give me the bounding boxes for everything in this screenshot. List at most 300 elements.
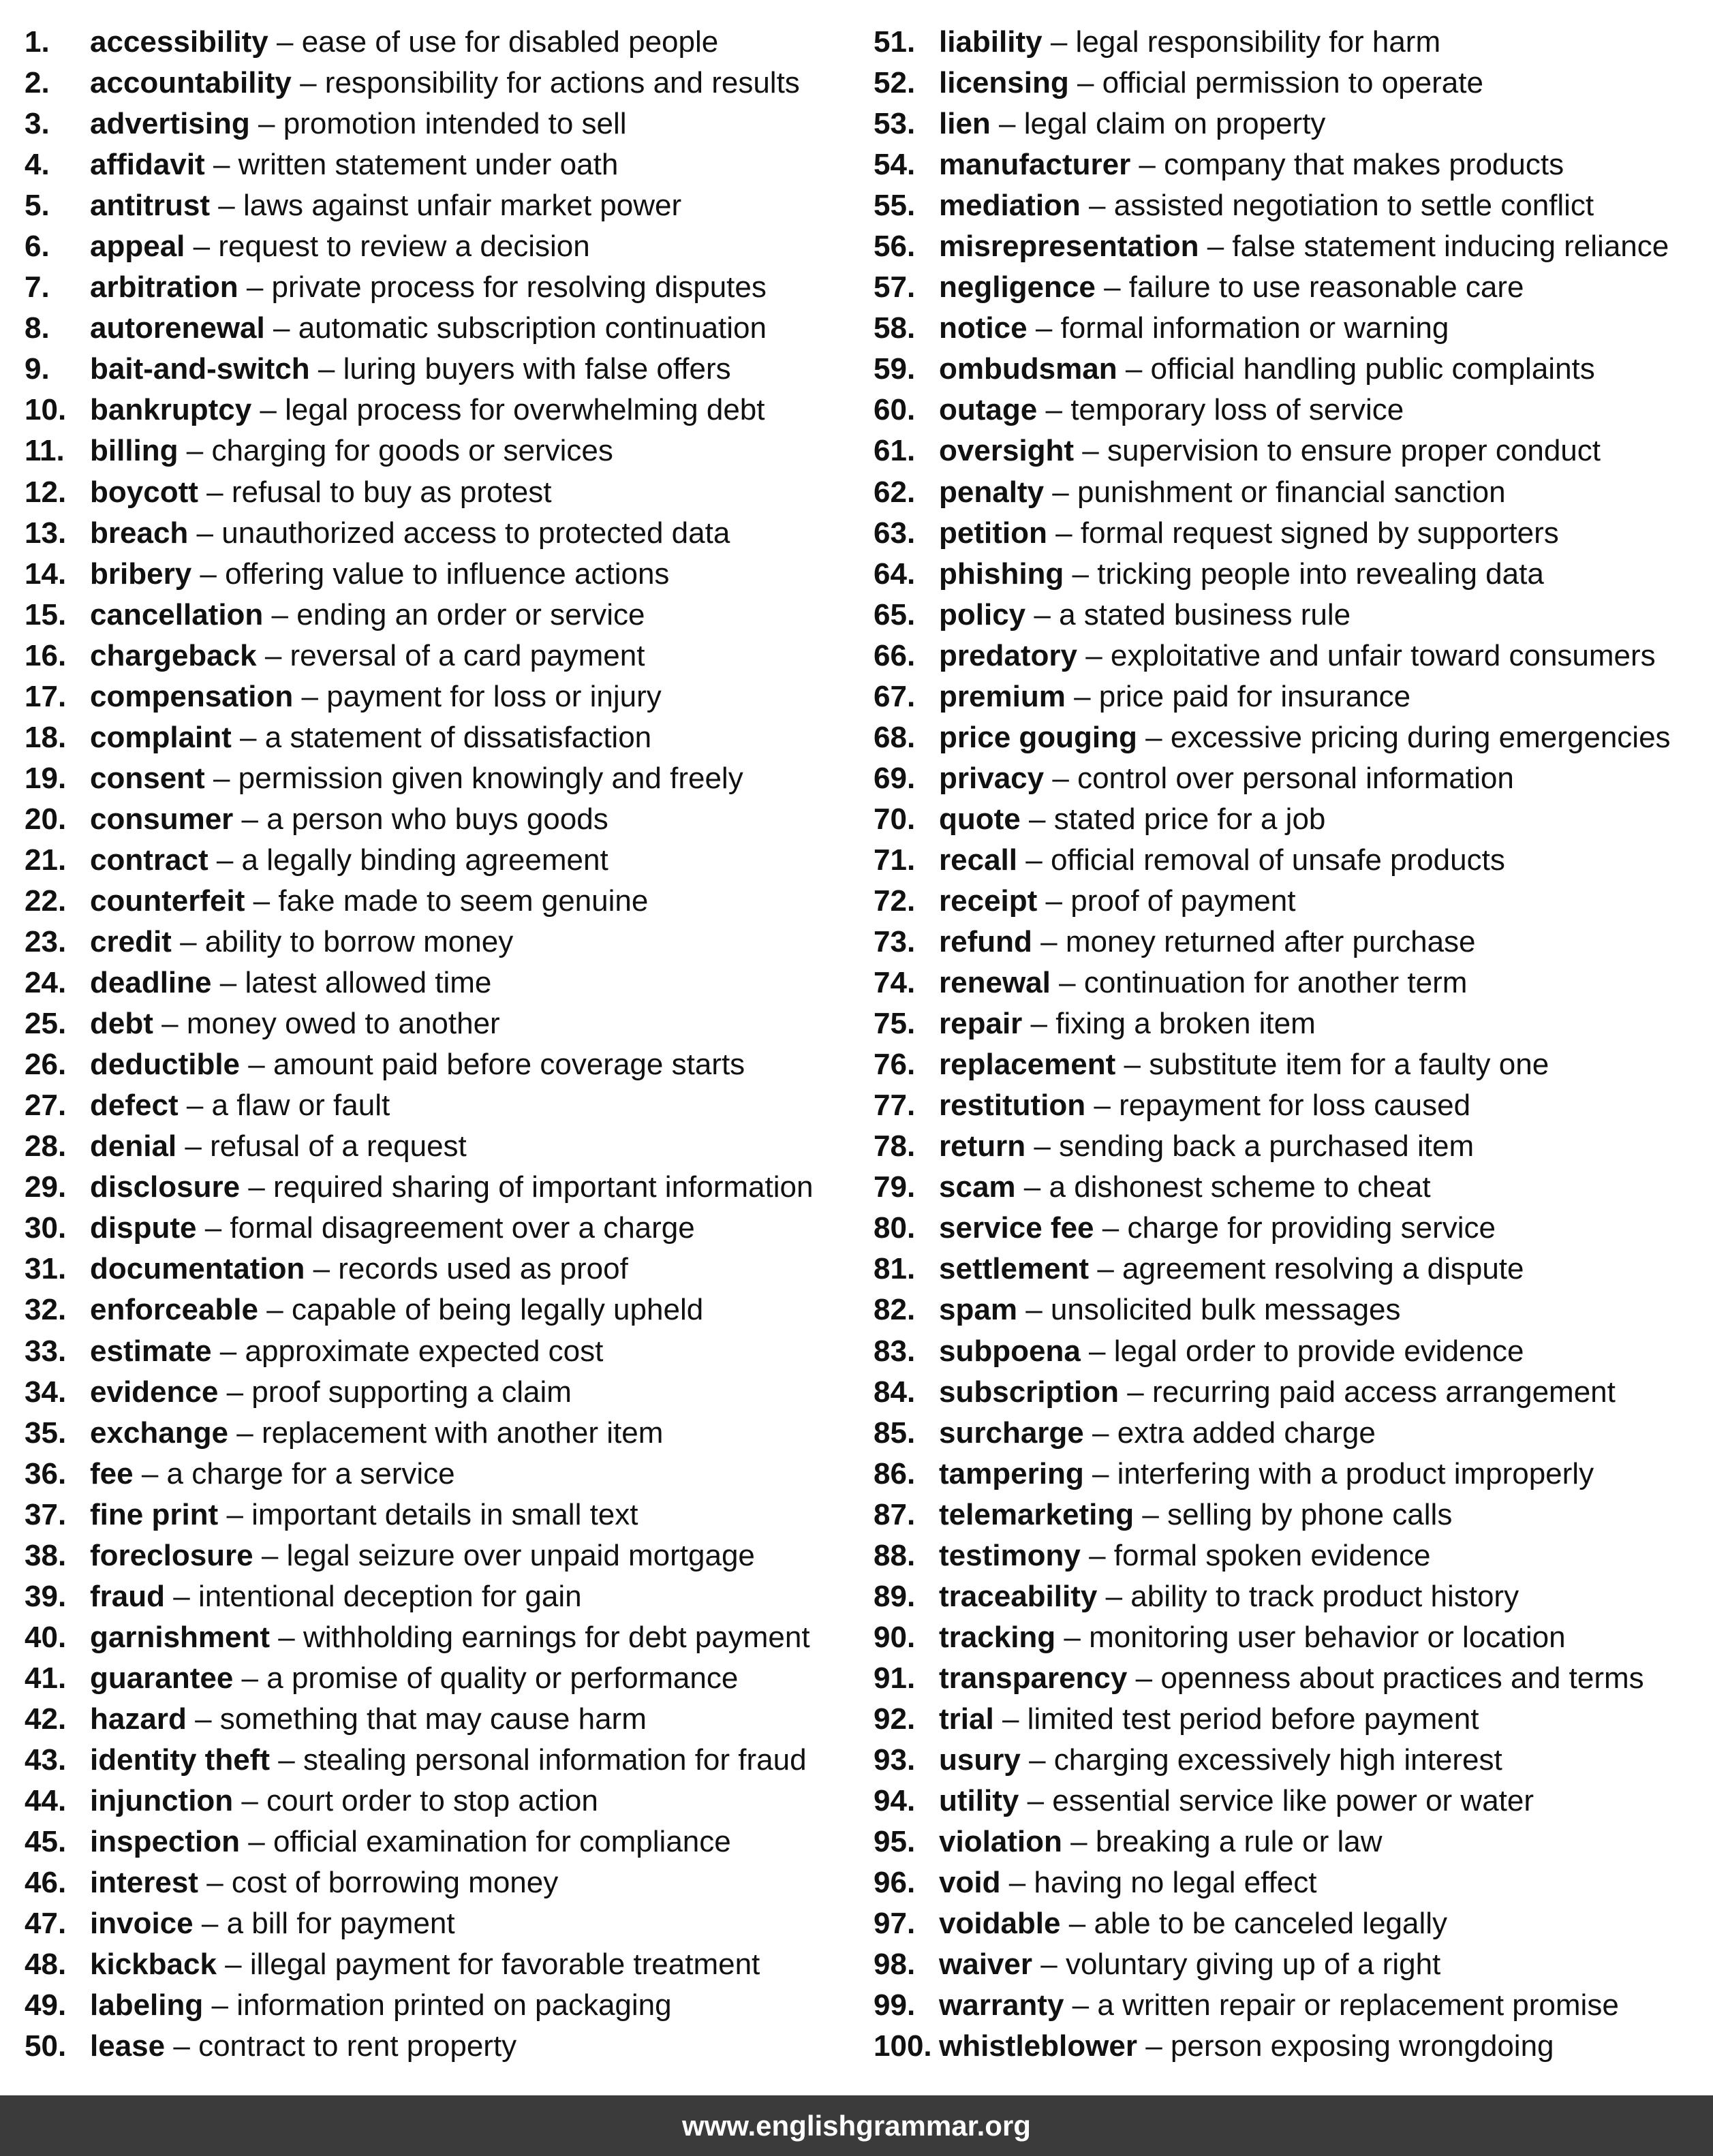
vocabulary-entry	[25, 1702, 813, 1743]
entry-number: 79.	[874, 1170, 916, 1204]
entry-separator: –	[1008, 1866, 1026, 1900]
entry-text	[939, 1006, 1316, 1042]
entry-text	[939, 516, 1559, 551]
entry-number: 71.	[874, 843, 916, 877]
entry-term: inspection	[90, 1825, 241, 1859]
entry-definition: stated price for a job	[1053, 802, 1326, 836]
entry-number: 60.	[874, 393, 916, 427]
entry-term: autorenewal	[90, 311, 265, 345]
entry-number: 26.	[25, 1048, 67, 1082]
entry-text	[90, 311, 767, 346]
vocabulary-entry	[874, 1497, 1671, 1538]
entry-definition: legal seizure over unpaid mortgage	[286, 1538, 755, 1572]
entry-term: privacy	[939, 761, 1045, 795]
entry-definition: required sharing of important information	[273, 1170, 814, 1204]
vocabulary-entry	[25, 106, 813, 147]
entry-text	[90, 965, 491, 1001]
vocabulary-entry	[874, 1251, 1671, 1292]
entry-definition: continuation for another term	[1083, 966, 1468, 1000]
entry-definition: ability to track product history	[1130, 1579, 1519, 1613]
entry-definition: charging excessively high interest	[1053, 1743, 1502, 1777]
entry-separator: –	[216, 843, 234, 877]
entry-text	[939, 1497, 1452, 1533]
entry-term: consumer	[90, 802, 234, 836]
entry-term: denial	[90, 1129, 177, 1163]
entry-number: 36.	[25, 1456, 67, 1490]
entry-text	[939, 1661, 1644, 1696]
entry-definition: request to review a decision	[218, 230, 590, 264]
entry-definition: proof of payment	[1070, 884, 1296, 918]
entry-separator: –	[213, 148, 230, 182]
entry-separator: –	[173, 2029, 190, 2063]
entry-separator: –	[186, 1089, 204, 1123]
entry-separator: –	[219, 1334, 237, 1368]
entry-separator: –	[1052, 475, 1069, 509]
vocabulary-entry	[25, 1538, 813, 1579]
entry-number: 95.	[874, 1825, 916, 1859]
vocabulary-entry	[874, 147, 1671, 188]
entry-text	[90, 761, 743, 796]
vocabulary-entry	[874, 1865, 1671, 1906]
entry-text	[939, 720, 1671, 755]
entry-number: 98.	[874, 1948, 916, 1982]
entry-term: replacement	[939, 1048, 1116, 1082]
entry-number: 51.	[874, 25, 916, 59]
entry-text	[939, 924, 1476, 960]
vocabulary-entry	[874, 1088, 1671, 1129]
entry-separator: –	[1077, 66, 1094, 100]
entry-definition: formal spoken evidence	[1113, 1538, 1431, 1572]
entry-text	[90, 106, 627, 142]
entry-term: advertising	[90, 107, 250, 141]
entry-definition: formal disagreement over a charge	[230, 1211, 695, 1245]
entry-term: deductible	[90, 1048, 241, 1082]
entry-text	[90, 1292, 703, 1328]
vocabulary-entry	[874, 1661, 1671, 1702]
entry-text	[939, 1088, 1470, 1123]
entry-definition: able to be canceled legally	[1094, 1907, 1448, 1941]
entry-text	[90, 516, 730, 551]
entry-definition: charge for providing service	[1127, 1211, 1496, 1245]
entry-separator: –	[196, 516, 214, 550]
vocabulary-entry	[25, 147, 813, 188]
entry-text	[90, 1251, 628, 1287]
entry-number: 3.	[25, 107, 50, 141]
entry-separator: –	[1029, 1743, 1046, 1777]
entry-definition: latest allowed time	[245, 966, 492, 1000]
entry-term: chargeback	[90, 638, 257, 672]
entry-number: 8.	[25, 311, 50, 345]
entry-text	[90, 802, 608, 837]
entry-text	[90, 1579, 582, 1614]
entry-text	[939, 270, 1524, 305]
entry-definition: unauthorized access to protected data	[221, 516, 730, 550]
entry-number: 28.	[25, 1129, 67, 1163]
vocabulary-entry	[874, 106, 1671, 147]
vocabulary-entry	[25, 1292, 813, 1333]
entry-term: subpoena	[939, 1334, 1081, 1368]
entry-separator: –	[1104, 270, 1121, 304]
vocabulary-entry	[25, 392, 813, 433]
entry-number: 62.	[874, 475, 916, 509]
entry-definition: payment for loss or injury	[326, 679, 662, 713]
vocabulary-entry	[874, 25, 1671, 65]
entry-definition: a legally binding agreement	[241, 843, 608, 877]
vocabulary-entry	[25, 1579, 813, 1620]
entry-definition: luring buyers with false offers	[343, 352, 731, 386]
entry-separator: –	[219, 966, 237, 1000]
entry-term: scam	[939, 1170, 1016, 1204]
vocabulary-entry	[874, 516, 1671, 557]
entry-text	[90, 1375, 572, 1410]
entry-separator: –	[1139, 148, 1156, 182]
entry-term: cancellation	[90, 597, 264, 631]
entry-separator: –	[278, 1620, 295, 1654]
entry-term: petition	[939, 516, 1047, 550]
entry-definition: official handling public complaints	[1150, 352, 1595, 386]
entry-definition: proof supporting a claim	[251, 1375, 572, 1409]
entry-term: fine print	[90, 1497, 219, 1531]
vocabulary-entry	[25, 1824, 813, 1865]
entry-term: counterfeit	[90, 884, 245, 918]
entry-text	[939, 1824, 1383, 1860]
entry-number: 33.	[25, 1334, 67, 1368]
vocabulary-entry	[25, 1210, 813, 1251]
entry-definition: records used as proof	[338, 1252, 628, 1286]
entry-term: recall	[939, 843, 1017, 877]
entry-separator: –	[1025, 1293, 1043, 1327]
entry-separator: –	[1023, 1170, 1041, 1204]
entry-definition: selling by phone calls	[1167, 1497, 1453, 1531]
entry-separator: –	[278, 1743, 295, 1777]
entry-separator: –	[1127, 1375, 1144, 1409]
entry-number: 47.	[25, 1907, 67, 1941]
entry-separator: –	[206, 475, 223, 509]
entry-definition: approximate expected cost	[245, 1334, 604, 1368]
entry-number: 46.	[25, 1866, 67, 1900]
entry-definition: legal order to provide evidence	[1113, 1334, 1524, 1368]
entry-separator: –	[241, 802, 259, 836]
entry-separator: –	[1092, 1416, 1109, 1450]
entry-text	[939, 638, 1656, 674]
entry-term: hazard	[90, 1702, 187, 1736]
vocabulary-entry	[25, 1251, 813, 1292]
entry-text	[939, 1334, 1524, 1369]
entry-term: quote	[939, 802, 1021, 836]
footer-website-link[interactable]: www.englishgrammar.org	[682, 2109, 1031, 2142]
entry-definition: openness about practices and terms	[1160, 1661, 1644, 1695]
vocabulary-entry	[874, 1210, 1671, 1251]
entry-separator: –	[264, 638, 282, 672]
vocabulary-entry	[874, 1047, 1671, 1088]
vocabulary-entry	[874, 1538, 1671, 1579]
entry-number: 56.	[874, 230, 916, 264]
entry-text	[90, 25, 718, 60]
vocabulary-entry	[25, 1456, 813, 1497]
entry-term: service fee	[939, 1211, 1094, 1245]
entry-definition: automatic subscription continuation	[298, 311, 767, 345]
vocabulary-entry	[874, 597, 1671, 638]
entry-separator: –	[253, 884, 271, 918]
entry-number: 43.	[25, 1743, 67, 1777]
entry-number: 20.	[25, 802, 67, 836]
vocabulary-entry	[874, 802, 1671, 843]
entry-definition: official examination for compliance	[273, 1825, 731, 1859]
entry-definition: responsibility for actions and results	[324, 66, 800, 100]
entry-number: 63.	[874, 516, 916, 550]
entry-number: 80.	[874, 1211, 916, 1245]
vocabulary-entry	[874, 638, 1671, 679]
entry-term: deadline	[90, 966, 212, 1000]
entry-separator: –	[313, 1252, 330, 1286]
entry-definition: amount paid before coverage starts	[273, 1048, 745, 1082]
vocabulary-entry	[25, 843, 813, 884]
entry-separator: –	[211, 1988, 228, 2022]
entry-definition: extra added charge	[1117, 1416, 1376, 1450]
entry-separator: –	[1135, 1661, 1153, 1695]
entry-definition: assisted negotiation to settle conflict	[1113, 189, 1594, 223]
entry-definition: ease of use for disabled people	[301, 25, 719, 59]
entry-text	[939, 557, 1544, 592]
vocabulary-entry	[25, 597, 813, 638]
entry-number: 93.	[874, 1743, 916, 1777]
entry-definition: written statement under oath	[238, 148, 619, 182]
vocabulary-entry	[874, 1375, 1671, 1416]
entry-text	[939, 1416, 1376, 1451]
entry-separator: –	[318, 352, 335, 386]
entry-definition: false statement inducing reliance	[1232, 230, 1669, 264]
entry-term: licensing	[939, 66, 1069, 100]
vocabulary-entry	[874, 1988, 1671, 2029]
vocabulary-entry	[25, 1088, 813, 1129]
entry-term: telemarketing	[939, 1497, 1135, 1531]
entry-definition: substitute item for a faulty one	[1149, 1048, 1549, 1082]
entry-term: contract	[90, 843, 209, 877]
entry-text	[90, 597, 645, 633]
entry-term: void	[939, 1866, 1001, 1900]
entry-term: kickback	[90, 1948, 217, 1982]
vocabulary-entry	[25, 1375, 813, 1416]
entry-definition: official permission to operate	[1102, 66, 1483, 100]
entry-text	[939, 1865, 1316, 1901]
entry-separator: –	[260, 393, 277, 427]
entry-term: guarantee	[90, 1661, 234, 1695]
entry-definition: a promise of quality or performance	[266, 1661, 739, 1695]
entry-definition: refusal of a request	[210, 1129, 467, 1163]
entry-separator: –	[1089, 1538, 1106, 1572]
entry-separator: –	[1089, 189, 1106, 223]
entry-term: surcharge	[939, 1416, 1084, 1450]
entry-definition: a dishonest scheme to cheat	[1049, 1170, 1431, 1204]
entry-text	[939, 802, 1325, 837]
entry-definition: laws against unfair market power	[243, 189, 682, 223]
entry-text	[90, 351, 731, 387]
entry-text	[939, 1906, 1447, 1941]
entry-term: utility	[939, 1784, 1019, 1818]
entry-term: appeal	[90, 230, 185, 264]
entry-text	[90, 270, 767, 305]
vocabulary-entry	[874, 1292, 1671, 1333]
vocabulary-entry	[874, 65, 1671, 106]
vocabulary-entry	[25, 924, 813, 965]
entry-term: subscription	[939, 1375, 1120, 1409]
entry-separator: –	[1145, 2029, 1162, 2063]
entry-number: 54.	[874, 148, 916, 182]
entry-number: 31.	[25, 1252, 67, 1286]
entry-term: refund	[939, 925, 1032, 959]
entry-text	[90, 1170, 813, 1205]
entry-text	[939, 188, 1594, 223]
entry-separator: –	[195, 1702, 212, 1736]
entry-number: 15.	[25, 597, 67, 631]
entry-number: 7.	[25, 270, 50, 304]
entry-text	[939, 1620, 1566, 1655]
entry-text	[90, 1947, 760, 1982]
entry-definition: control over personal information	[1077, 761, 1514, 795]
entry-term: arbitration	[90, 270, 238, 304]
entry-text	[939, 229, 1669, 264]
entry-separator: –	[206, 1866, 223, 1900]
entry-text	[90, 557, 669, 592]
entry-text	[90, 1865, 558, 1901]
entry-separator: –	[161, 1007, 179, 1041]
entry-term: premium	[939, 679, 1066, 713]
entry-text	[90, 188, 681, 223]
entry-number: 45.	[25, 1825, 67, 1859]
vocabulary-entry	[874, 475, 1671, 516]
entry-text	[90, 1129, 467, 1164]
entry-number: 35.	[25, 1416, 67, 1450]
vocabulary-entry	[25, 761, 813, 802]
vocabulary-entry	[25, 1620, 813, 1661]
entry-definition: a bill for payment	[226, 1907, 455, 1941]
entry-number: 24.	[25, 966, 67, 1000]
entry-number: 59.	[874, 352, 916, 386]
entry-number: 97.	[874, 1907, 916, 1941]
entry-separator: –	[1082, 434, 1099, 468]
entry-term: consent	[90, 761, 205, 795]
entry-number: 50.	[25, 2029, 67, 2063]
entry-definition: fixing a broken item	[1055, 1007, 1316, 1041]
entry-text	[90, 1906, 455, 1941]
entry-definition: agreement resolving a dispute	[1122, 1252, 1524, 1286]
entry-text	[90, 1538, 755, 1574]
entry-term: mediation	[939, 189, 1081, 223]
entry-term: phishing	[939, 557, 1064, 591]
entry-text	[939, 1292, 1401, 1328]
entry-number: 64.	[874, 557, 916, 591]
entry-text	[939, 1743, 1502, 1778]
entry-text	[939, 1047, 1549, 1082]
entry-definition: capable of being legally upheld	[291, 1293, 704, 1327]
entry-number: 49.	[25, 1988, 67, 2022]
entry-number: 32.	[25, 1293, 67, 1327]
entry-definition: ending an order or service	[296, 597, 645, 631]
vocabulary-entry	[25, 965, 813, 1006]
vocabulary-entry	[25, 1783, 813, 1824]
entry-separator: –	[301, 679, 318, 713]
entry-text	[90, 1006, 500, 1042]
entry-term: accountability	[90, 66, 292, 100]
entry-number: 2.	[25, 66, 50, 100]
entry-text	[939, 392, 1404, 428]
vocabulary-entry	[25, 884, 813, 924]
entry-separator: –	[1030, 1007, 1048, 1041]
entry-separator: –	[1045, 884, 1063, 918]
entry-separator: –	[241, 1784, 258, 1818]
entry-number: 18.	[25, 720, 67, 754]
vocabulary-entry	[25, 679, 813, 720]
entry-term: spam	[939, 1293, 1017, 1327]
vocabulary-entry	[25, 1170, 813, 1210]
entry-text	[90, 2029, 516, 2064]
entry-definition: offering value to influence actions	[225, 557, 670, 591]
entry-number: 84.	[874, 1375, 916, 1409]
entry-text	[939, 761, 1514, 796]
entry-term: settlement	[939, 1252, 1090, 1286]
entry-term: testimony	[939, 1538, 1081, 1572]
entry-separator: –	[1089, 1334, 1106, 1368]
entry-separator: –	[266, 1293, 283, 1327]
vocabulary-entry	[874, 884, 1671, 924]
entry-definition: tricking people into revealing data	[1097, 557, 1544, 591]
entry-separator: –	[1145, 720, 1162, 754]
entry-definition: stealing personal information for fraud	[303, 1743, 807, 1777]
entry-definition: excessive pricing during emergencies	[1170, 720, 1671, 754]
entry-number: 19.	[25, 761, 67, 795]
entry-definition: cost of borrowing money	[231, 1866, 559, 1900]
vocabulary-entry	[874, 1743, 1671, 1783]
vocabulary-entry	[25, 638, 813, 679]
entry-term: dispute	[90, 1211, 197, 1245]
entry-term: manufacturer	[939, 148, 1131, 182]
entry-number: 67.	[874, 679, 916, 713]
entry-text	[939, 147, 1564, 183]
entry-text	[939, 1538, 1431, 1574]
entry-text	[90, 1088, 390, 1123]
vocabulary-entry	[874, 1456, 1671, 1497]
entry-number: 92.	[874, 1702, 916, 1736]
entry-term: trial	[939, 1702, 994, 1736]
entry-separator: –	[193, 230, 211, 264]
vocabulary-entry	[25, 1416, 813, 1456]
entry-term: disclosure	[90, 1170, 241, 1204]
entry-number: 91.	[874, 1661, 916, 1695]
entry-separator: –	[1045, 393, 1062, 427]
vocabulary-entry	[25, 720, 813, 761]
entry-term: traceability	[939, 1579, 1098, 1613]
entry-number: 37.	[25, 1497, 67, 1531]
entry-text	[939, 1988, 1619, 2023]
vocabulary-entry	[874, 761, 1671, 802]
entry-term: usury	[939, 1743, 1021, 1777]
entry-definition: reversal of a card payment	[290, 638, 645, 672]
entry-number: 90.	[874, 1620, 916, 1654]
entry-definition: replacement with another item	[261, 1416, 664, 1450]
entry-separator: –	[141, 1456, 159, 1490]
entry-definition: breaking a rule or law	[1095, 1825, 1383, 1859]
entry-text	[90, 1743, 807, 1778]
vocabulary-entry	[874, 1129, 1671, 1170]
entry-term: outage	[939, 393, 1038, 427]
entry-number: 78.	[874, 1129, 916, 1163]
entry-text	[90, 1047, 745, 1082]
entry-definition: intentional deception for gain	[198, 1579, 582, 1613]
entry-number: 70.	[874, 802, 916, 836]
entry-definition: company that makes products	[1164, 148, 1564, 182]
entry-definition: court order to stop action	[266, 1784, 598, 1818]
entry-separator: –	[1059, 966, 1076, 1000]
